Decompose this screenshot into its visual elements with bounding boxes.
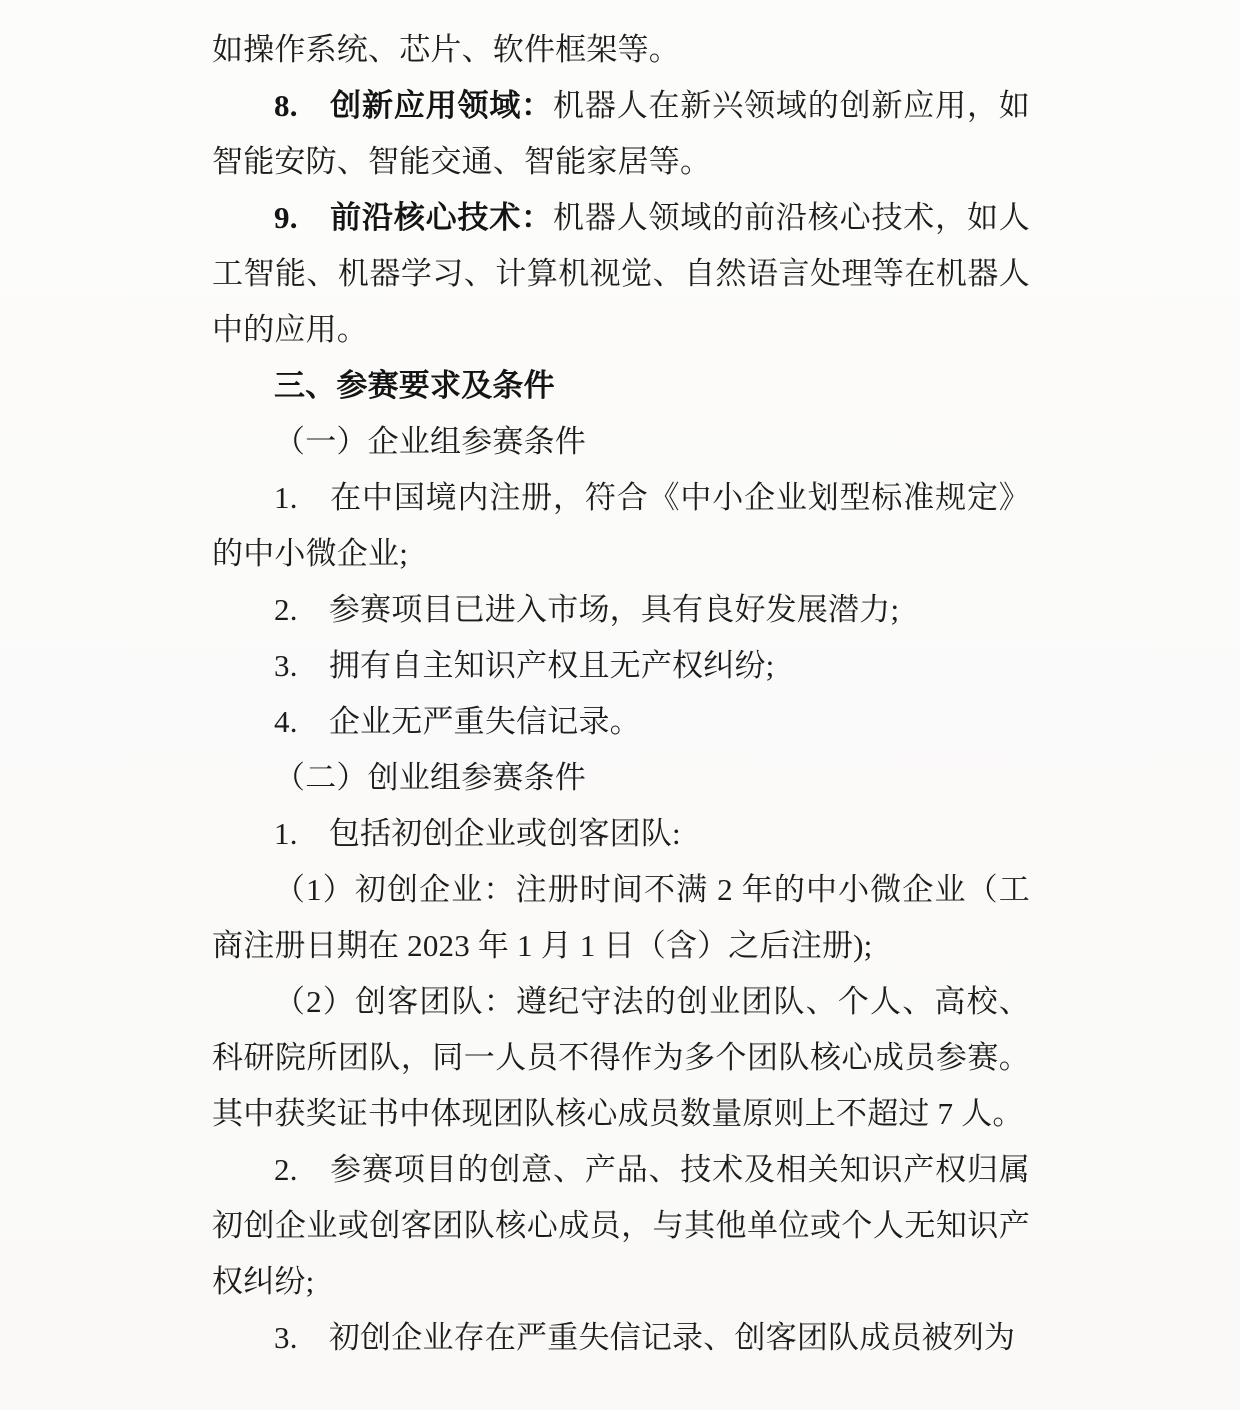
list-item-9-text: 机器人领域的前沿核心技术，如人工智能、机器学习、计算机视觉、自然语言处理等在机器人中的应用。: [212, 200, 1031, 347]
list-item-8-lead: 8. 创新应用领域：: [274, 88, 554, 123]
list-item-9-frontier-core-tech: [212, 190, 1030, 358]
startup-condition-3-text: 3. 初创企业存在严重失信记录、创客团队成员被列为: [274, 1320, 1016, 1355]
startup-condition-1-2-text: （2）创客团队：遵纪守法的创业团队、个人、高校、科研院所团队，同一人员不得作为多个团队核心成员参赛。其中获奖证书中体现团队核心成员数量原则上不超过 7 人。: [212, 984, 1030, 1131]
enterprise-condition-1: [212, 470, 1030, 582]
enterprise-condition-3-text: 3. 拥有自主知识产权且无产权纠纷;: [274, 648, 775, 683]
enterprise-condition-4: [212, 694, 1030, 750]
subsection-heading-startup-group: [212, 750, 1030, 806]
startup-condition-1-1-text: （1）初创企业：注册时间不满 2 年的中小微企业（工商注册日期在 2023 年 1 月 1 日（含）之后注册);: [212, 872, 1030, 963]
document-text-column: [212, 22, 1030, 1366]
subsection-heading-startup-text: （二）创业组参赛条件: [274, 760, 586, 795]
startup-condition-3-truncated: [212, 1310, 1030, 1366]
startup-condition-2-text: 2. 参赛项目的创意、产品、技术及相关知识产权归属初创企业或创客团队核心成员，与其他单位或个人无知识产权纠纷;: [212, 1152, 1030, 1299]
enterprise-condition-2-text: 2. 参赛项目已进入市场，具有良好发展潜力;: [274, 592, 900, 627]
enterprise-condition-1-text: 1. 在中国境内注册，符合《中小企业划型标准规定》的中小微企业;: [212, 480, 1030, 571]
paragraph-continuation-examples: [212, 22, 1030, 78]
enterprise-condition-2: [212, 582, 1030, 638]
paragraph-text: 如操作系统、芯片、软件框架等。: [212, 32, 680, 67]
subsection-heading-enterprise-text: （一）企业组参赛条件: [274, 424, 586, 459]
startup-condition-1-text: 1. 包括初创企业或创客团队:: [274, 816, 681, 851]
section-heading-3-requirements: [212, 358, 1030, 414]
startup-condition-1-1-startup-company: [212, 862, 1030, 974]
list-item-8-innovation-application: [212, 78, 1030, 190]
subsection-heading-enterprise-group: [212, 414, 1030, 470]
startup-condition-1-2-maker-team: [212, 974, 1030, 1142]
list-item-9-lead: 9. 前沿核心技术：: [274, 200, 554, 235]
section-heading-3-label: 三、参赛要求及条件: [274, 368, 555, 403]
startup-condition-1: [212, 806, 1030, 862]
list-item-8-text: 机器人在新兴领域的创新应用，如智能安防、智能交通、智能家居等。: [212, 88, 1031, 179]
enterprise-condition-4-text: 4. 企业无严重失信记录。: [274, 704, 641, 739]
enterprise-condition-3: [212, 638, 1030, 694]
startup-condition-2: [212, 1142, 1030, 1310]
